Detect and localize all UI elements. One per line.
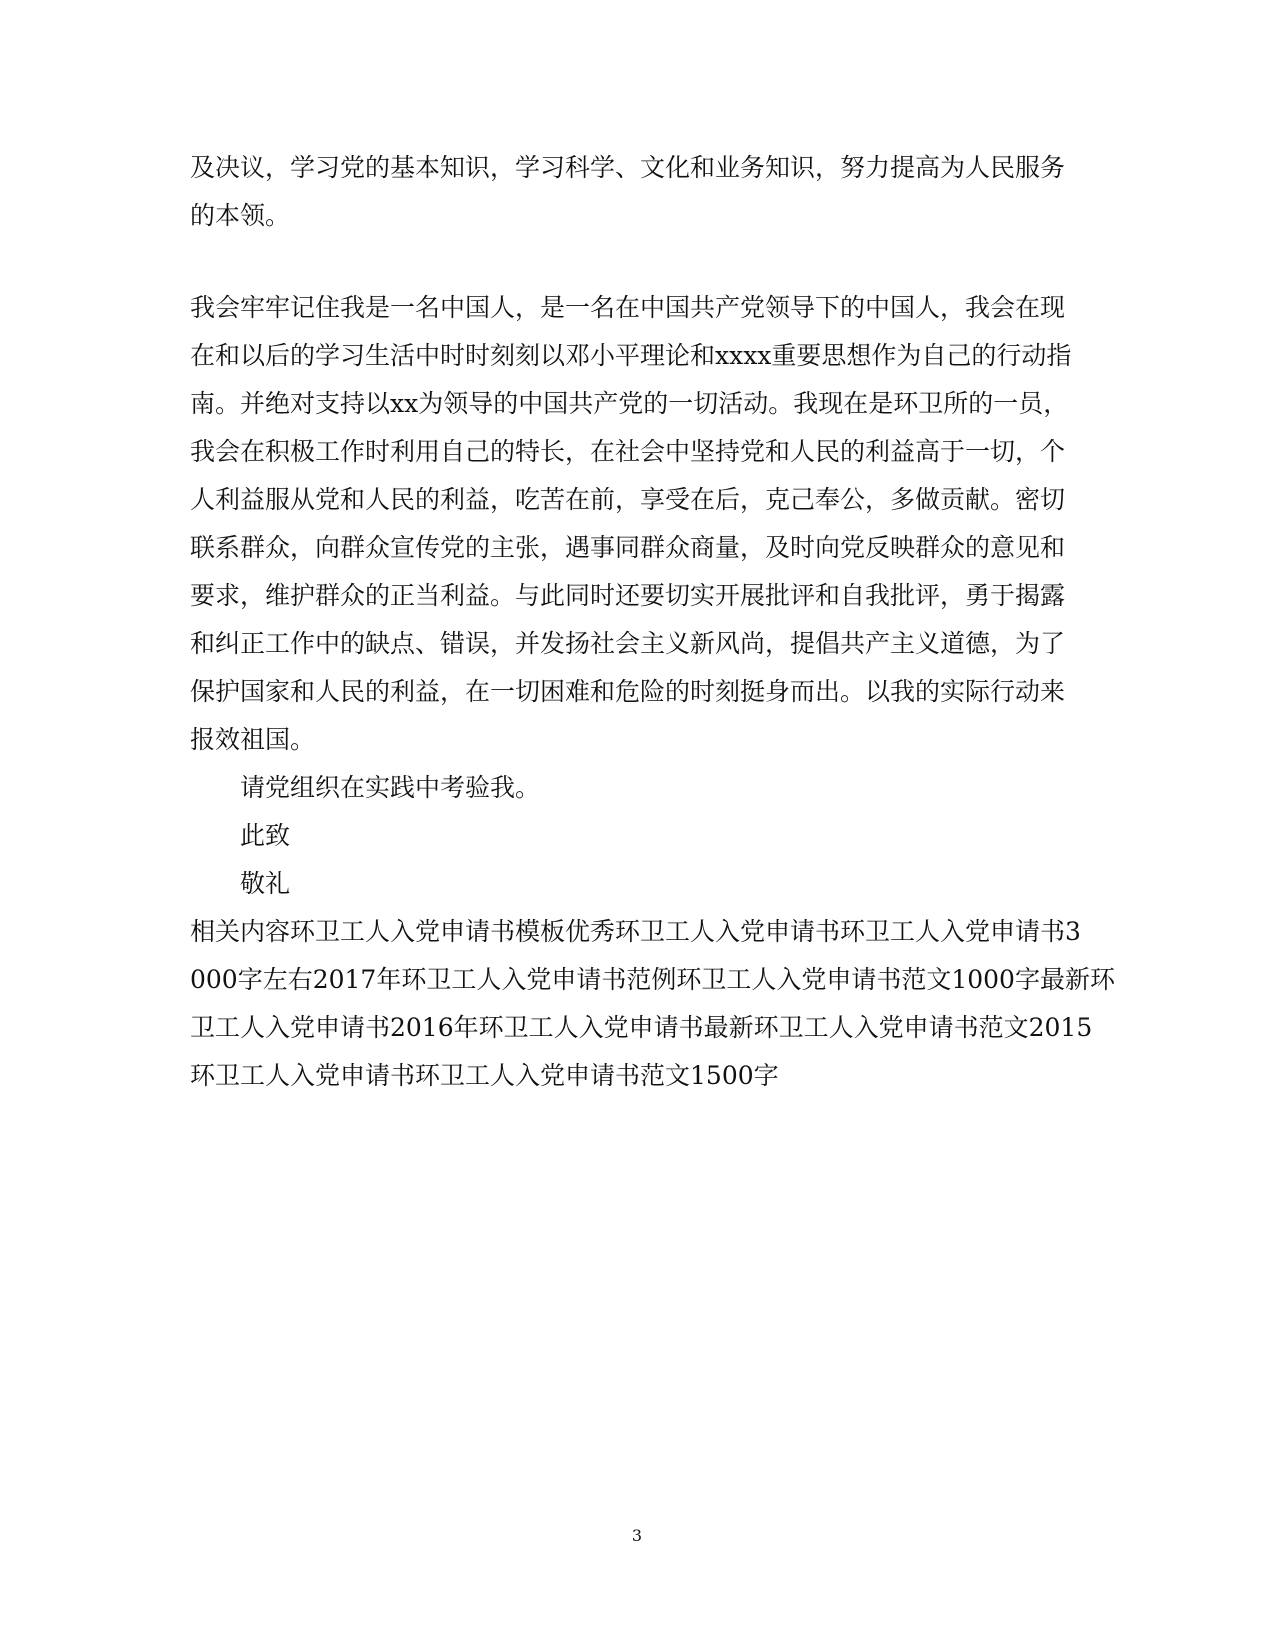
closing-regards: 敬礼 [240,869,291,898]
text-line: 报效祖国。 [190,725,316,754]
closing-block [240,764,1120,908]
text-line: 我会在积极工作时利用自己的特长，在社会中坚持党和人民的利益高于一切，个 [190,437,1066,466]
text-line: 卫工人入党申请书2016年环卫工人入党申请书最新环卫工人入党申请书范文2015 [190,1013,1093,1042]
page-number: 3 [631,1526,643,1545]
closing-salutation: 此致 [240,821,291,850]
text-line: 的本领。 [190,201,291,230]
paragraph-commitment [190,284,1070,764]
paragraph-study [190,144,1070,240]
text-line: 及决议，学习党的基本知识，学习科学、文化和业务知识，努力提高为人民服务 [190,153,1066,182]
text-line: 南。并绝对支持以xx为领导的中国共产党的一切活动。我现在是环卫所的一员， [190,389,1069,418]
text-line: 要求，维护群众的正当利益。与此同时还要切实开展批评和自我批评，勇于揭露 [190,581,1066,610]
text-line: 环卫工人入党申请书环卫工人入党申请书范文1500字 [190,1061,779,1090]
text-line: 我会牢牢记住我是一名中国人，是一名在中国共产党领导下的中国人，我会在现 [190,293,1066,322]
text-line: 和纠正工作中的缺点、错误，并发扬社会主义新风尚，提倡共产主义道德，为了 [190,629,1066,658]
closing-request: 请党组织在实践中考验我。 [240,773,541,802]
related-content [190,908,1115,1100]
text-line: 000字左右2017年环卫工人入党申请书范例环卫工人入党申请书范文1000字最新环 [190,965,1115,994]
text-line: 相关内容环卫工人入党申请书模板优秀环卫工人入党申请书环卫工人入党申请书3 [190,917,1081,946]
text-line: 保护国家和人民的利益，在一切困难和危险的时刻挺身而出。以我的实际行动来 [190,677,1066,706]
text-line: 人利益服从党和人民的利益，吃苦在前，享受在后，克己奉公，多做贡献。密切 [190,485,1066,514]
text-line: 在和以后的学习生活中时时刻刻以邓小平理论和xxxx重要思想作为自己的行动指 [190,341,1072,370]
text-line: 联系群众，向群众宣传党的主张，遇事同群众商量，及时向党反映群众的意见和 [190,533,1066,562]
